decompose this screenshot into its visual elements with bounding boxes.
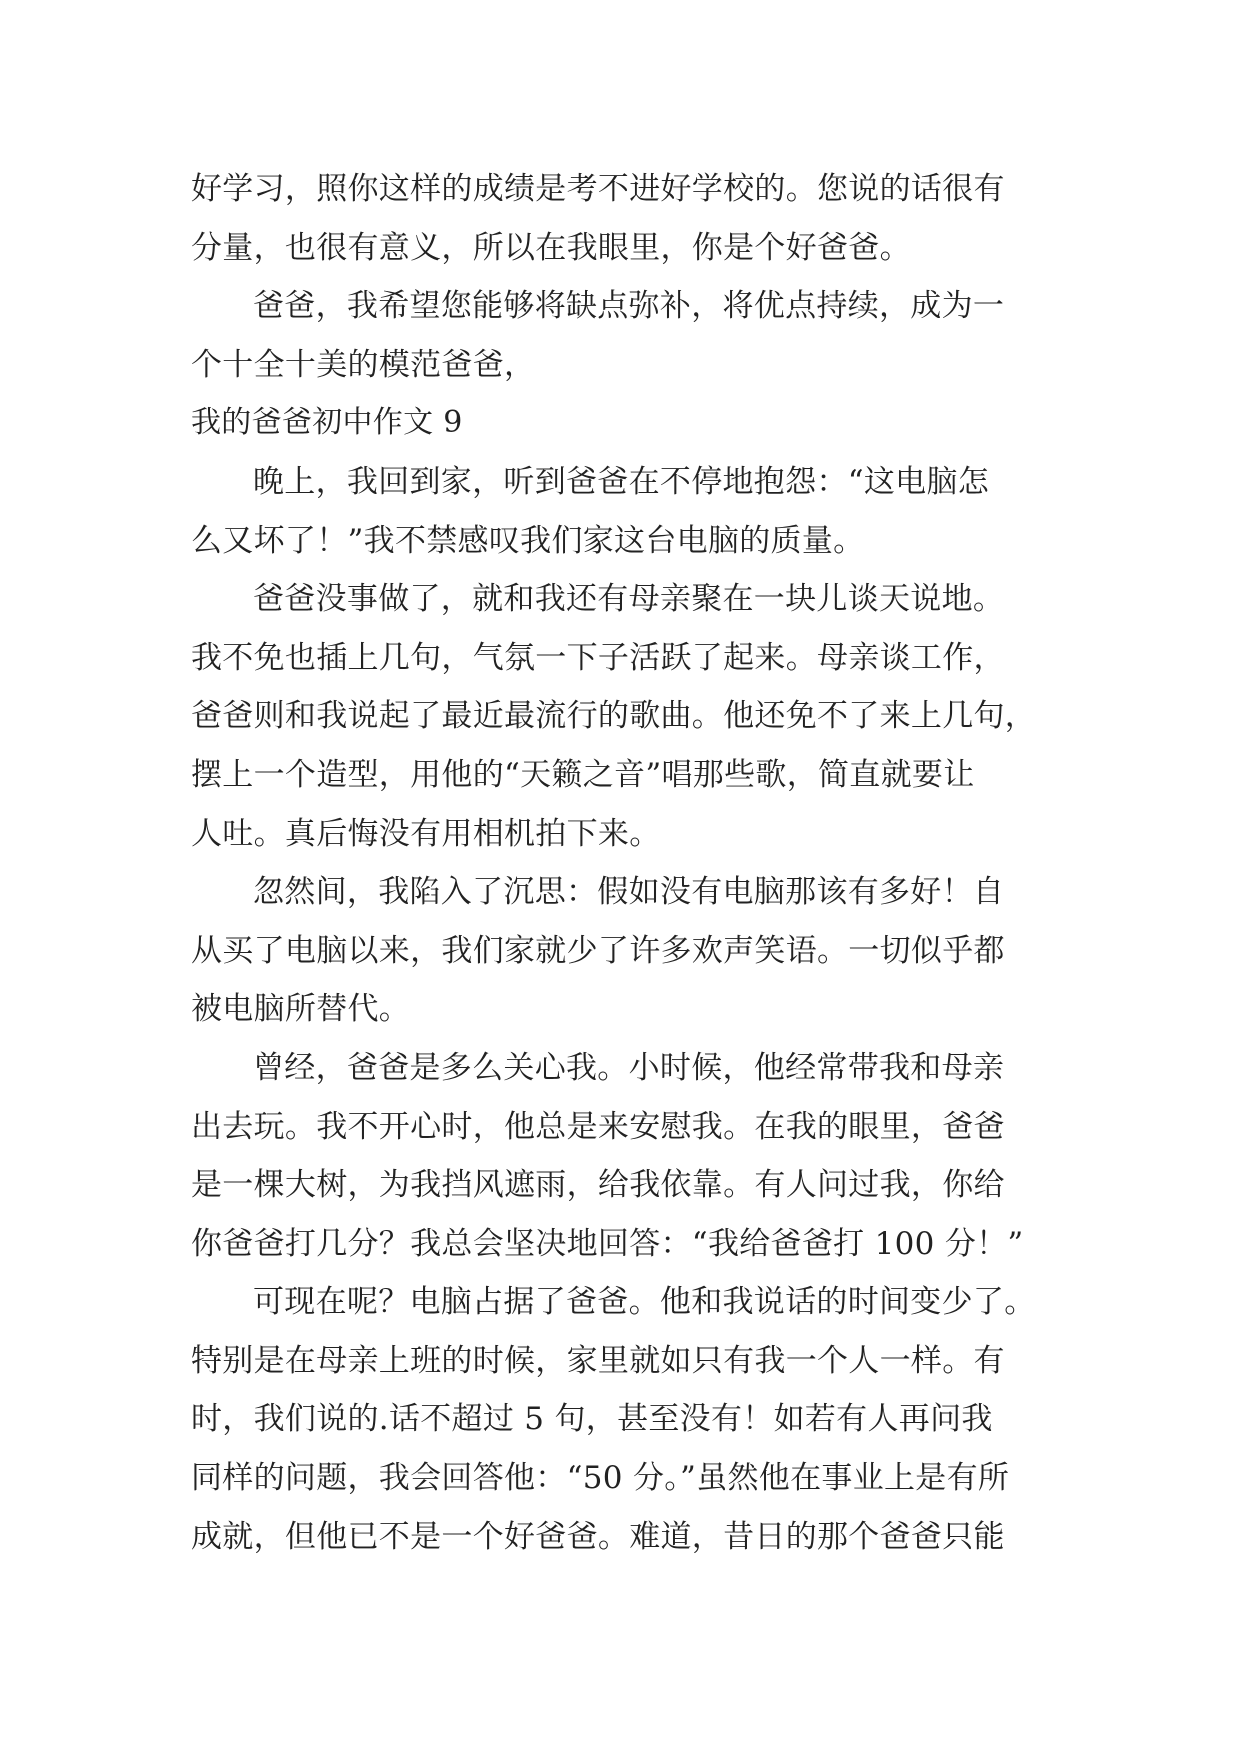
text-line: 成就，但他已不是一个好爸爸。难道，昔日的那个爸爸只能 (191, 1518, 1005, 1555)
text-line: 特别是在母亲上班的时候，家里就如只有我一个人一样。有 (191, 1342, 1005, 1379)
text-line: 爸爸则和我说起了最近最流行的歌曲。他还免不了来上几句， (191, 698, 1037, 735)
text-line: 我不免也插上几句，气氛一下子活跃了起来。母亲谈工作， (191, 639, 1005, 676)
text-line: 曾经，爸爸是多么关心我。小时候，他经常带我和母亲 (253, 1049, 1005, 1086)
text-line: 出去玩。我不开心时，他总是来安慰我。在我的眼里，爸爸 (191, 1108, 1005, 1145)
text-line: 爸爸，我希望您能够将缺点弥补，将优点持续，成为一 (253, 288, 1005, 325)
document-body (191, 160, 1051, 1566)
text-line: 你爸爸打几分？我总会坚决地回答：“我给爸爸打 100 分！” (191, 1225, 1024, 1262)
text-line: 晚上，我回到家，听到爸爸在不停地抱怨：“这电脑怎 (253, 463, 990, 500)
text-line: 忽然间，我陷入了沉思：假如没有电脑那该有多好！自 (253, 874, 1005, 911)
text-line: 从买了电脑以来，我们家就少了许多欢声笑语。一切似乎都 (191, 932, 1005, 969)
text-line: 个十全十美的模范爸爸， (191, 346, 536, 383)
text-line: 分量，也很有意义，所以在我眼里，你是个好爸爸。 (191, 229, 911, 266)
section-heading: 我的爸爸初中作文 9 (191, 405, 463, 441)
text-line: 爸爸没事做了，就和我还有母亲聚在一块儿谈天说地。 (253, 581, 1005, 618)
text-line: 好学习，照你这样的成绩是考不进好学校的。您说的话很有 (191, 171, 1005, 207)
text-line: 同样的问题，我会回答他：“50 分。”虽然他在事业上是有所 (191, 1460, 1010, 1497)
text-line: 人吐。真后悔没有用相机拍下来。 (191, 815, 661, 852)
text-line: 被电脑所替代。 (191, 991, 411, 1028)
text-line: 摆上一个造型，用他的“天籁之音”唱那些歌，简直就要让 (191, 756, 975, 793)
text-line: 可现在呢？电脑占据了爸爸。他和我说话的时间变少了。 (253, 1284, 1036, 1321)
text-line: 么又坏了！”我不禁感叹我们家这台电脑的质量。 (191, 522, 865, 559)
text-line: 时，我们说的.话不超过 5 句，甚至没有！如若有人再问我 (191, 1401, 993, 1438)
text-line: 是一棵大树，为我挡风遮雨，给我依靠。有人问过我，你给 (191, 1167, 1005, 1204)
